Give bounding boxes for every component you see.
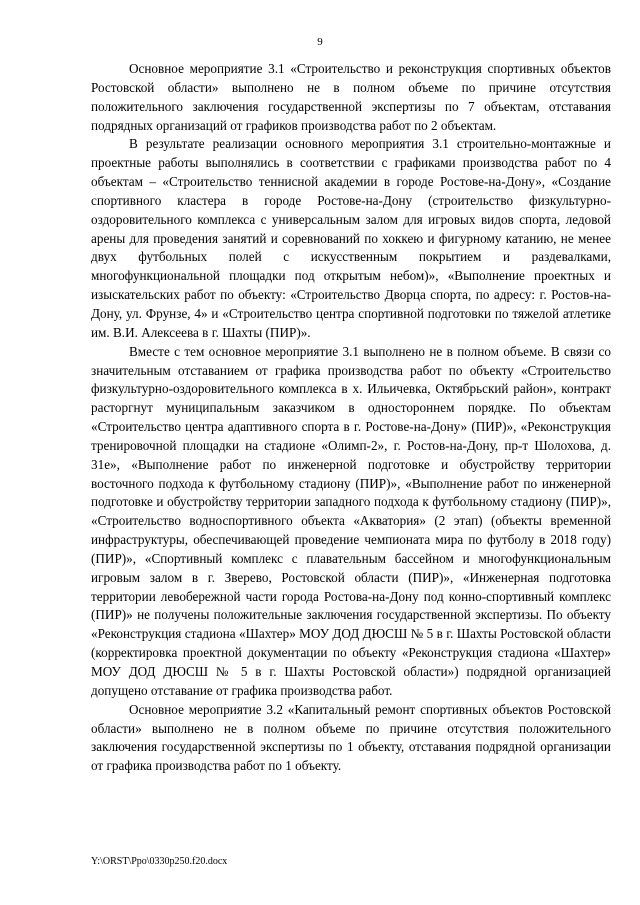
paragraph-measure-3-2-summary: Основное мероприятие 3.2 «Капитальный ремонт спортивных объектов Ростовской области» выполнено не в полном объеме по причине отсутствия положительного заключения государственной экспертизы по 1 объекту, отставания подрядной организации от графика производства работ по 1 объекту. xyxy=(91,701,611,774)
paragraph-measure-3-1-results: В результате реализации основного мероприятия 3.1 строительно-монтажные и проектные работы выполнялись в соответствии с графиками производства работ по 4 объектам – «Строительство теннисной академии в городе Ростове-на-Дону», «Создание спортивного кластера в городе Ростове-на-Дону (строительство физкультурно-оздоровительного комплекса с универсальным залом для игровых видов спорта, ледовой арены для проведения занятий и соревнований по хоккею и фигурному катанию, не менее двух футбольных полей с искусственным покрытием и раздевалками, многофункциональной площадки под открытым небом)», «Выполнение проектных и изыскательских работ по объекту: «Строительство Дворца спорта, по адресу: г. Ростов-на-Дону, ул. Фрунзе, 4» и «Строительство центра спортивной подготовки по тяжелой атлетике им. В.И. Алексеева в г. Шахты (ПИР)». xyxy=(91,136,611,340)
footer-file-path: Y:\ORST\Ppo\0330p250.f20.docx xyxy=(91,856,228,867)
page-number: 9 xyxy=(317,36,323,48)
paragraph-measure-3-1-shortfalls: Вместе с тем основное мероприятие 3.1 выполнено не в полном объеме. В связи со значительным отставанием от графика производства работ по объекту «Строительство физкультурно-оздоровительного комплекса в х. Ильичевка, Октябрьский район», контракт расторгнут муниципальным заказчиком в одностороннем порядке. По объектам «Строительство центра адаптивного спорта в г. Ростове-на-Дону» (ПИР)», «Реконструкция тренировочной площадки на стадионе «Олимп-2», г. Ростов-на-Дону, пр-т Шолохова, д. 31е», «Выполнение работ по инженерной подготовке и обустройству территории восточного подхода к футбольному стадиону (ПИР)», «Выполнение работ по инженерной подготовке и обустройству территории западного подхода к футбольному стадиону (ПИР)», «Строительство водноспортивного объекта «Акватория» (2 этап) (объекты временной инфраструктуры, обеспечивающей проведение чемпионата мира по футболу в 2018 году) (ПИР)», «Спортивный комплекс с плавательным бассейном и многофункциональным игровым залом в г. Зверево, Ростовской области (ПИР)», «Инженерная подготовка территории левобережной части города Ростова-на-Дону под конно-спортивный комплекс (ПИР)» не получены положительные заключения государственной экспертизы. По объекту «Реконструкция стадиона «Шахтер» МОУ ДОД ДЮСШ № 5 в г. Шахты Ростовской области (корректировка проектной документации по объекту «Реконструкция стадиона «Шахтер» МОУ ДОД ДЮСШ № 5 в г. Шахты Ростовской области») подрядной организацией допущено отставание от графика производства работ. xyxy=(91,343,611,698)
document-body xyxy=(91,60,611,776)
paragraph-measure-3-1-summary: Основное мероприятие 3.1 «Строительство и реконструкция спортивных объектов Ростовской области» выполнено не в полном объеме по причине отсутствия положительного заключения государственной экспертизы по 7 объектам, отставания подрядных организаций от графиков производства работ по 2 объектам. xyxy=(91,61,611,133)
